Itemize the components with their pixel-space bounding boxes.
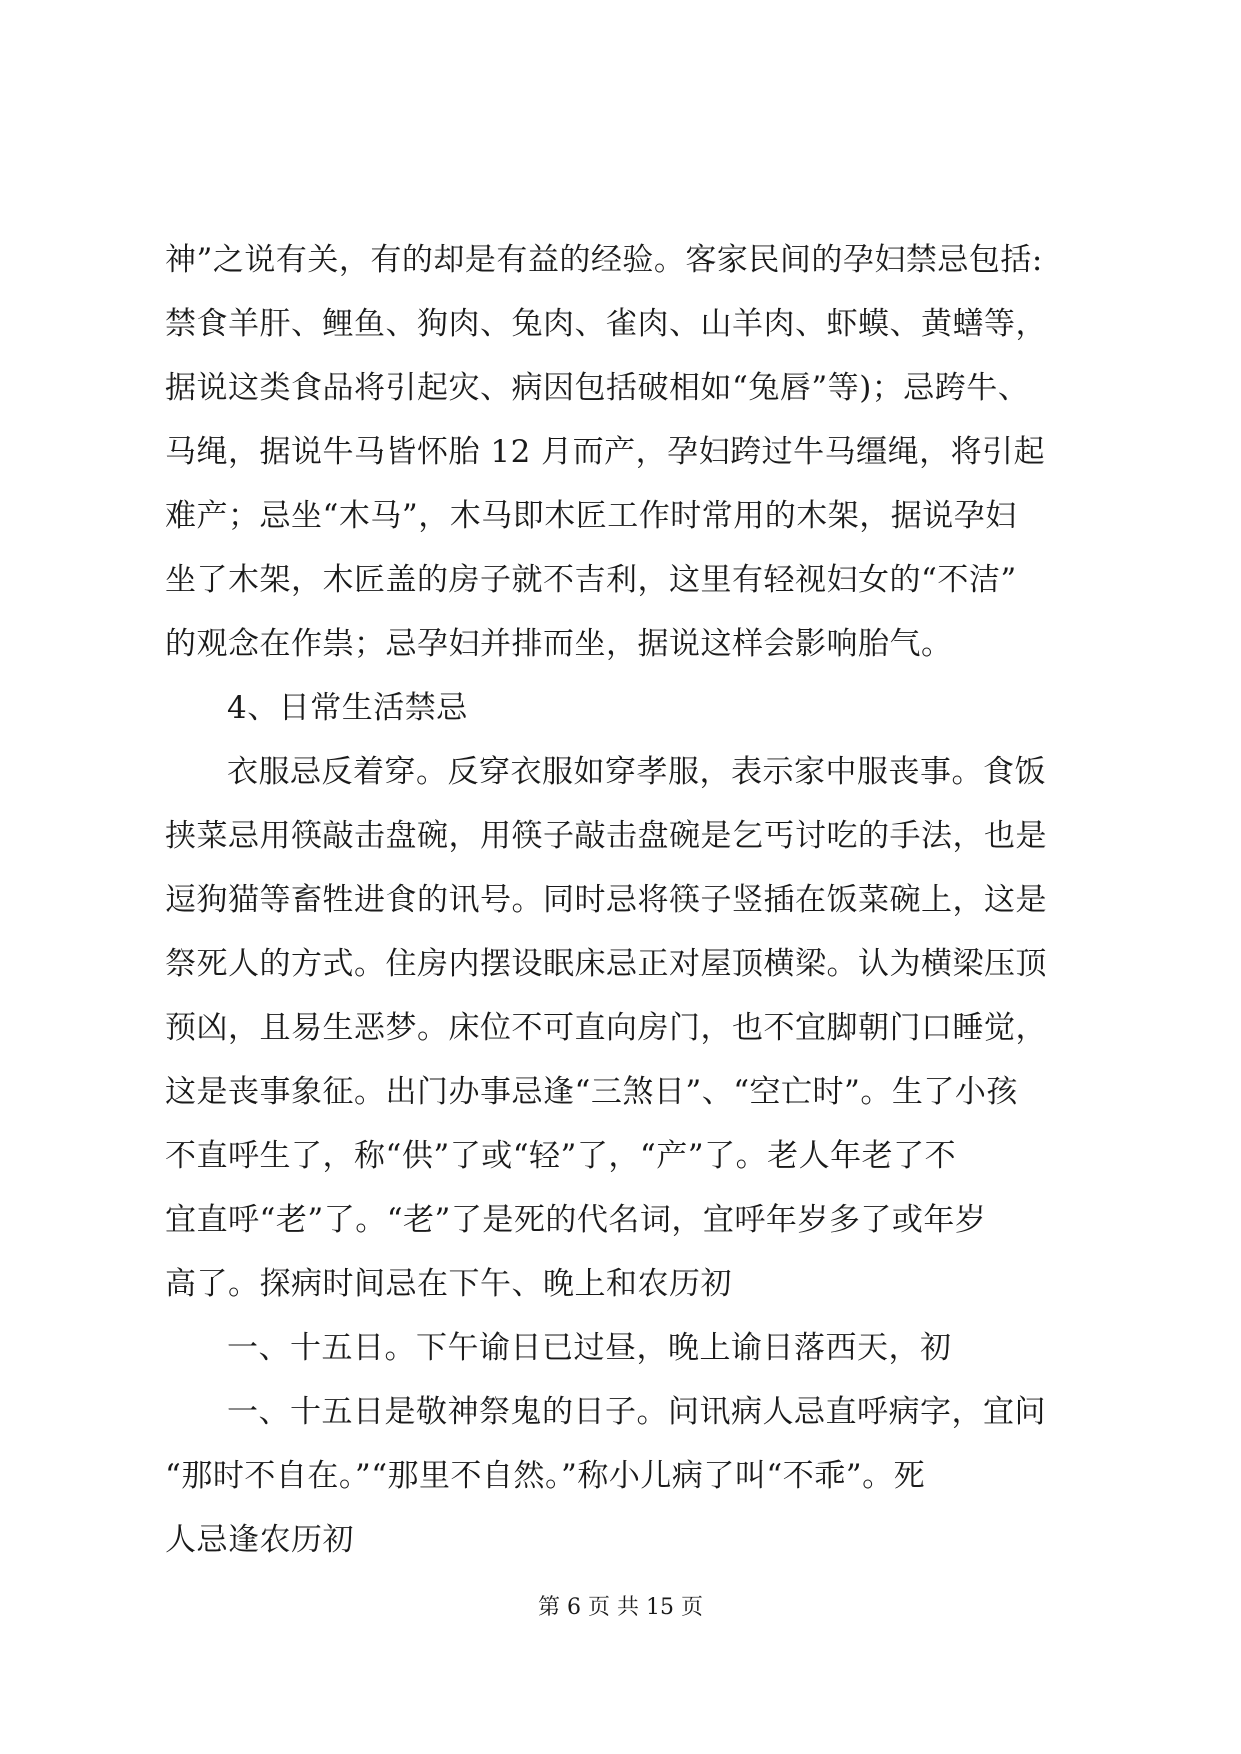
text-line: 逗狗猫等畜牲进食的讯号。同时忌将筷子竖插在饭菜碗上，这是 <box>165 882 1047 918</box>
text-line: 神”之说有关，有的却是有益的经验。客家民间的孕妇禁忌包括: <box>165 242 1043 278</box>
text-line: 衣服忌反着穿。反穿衣服如穿孝服，表示家中服丧事。食饭 <box>227 754 1046 790</box>
text-line: 这是丧事象征。出门办事忌逢“三煞日”、“空亡时”。生了小孩 <box>165 1074 1018 1110</box>
page-number-footer: 第 6 页 共 15 页 <box>538 1595 703 1620</box>
text-line: “那时不自在。”“那里不自然。”称小儿病了叫“不乖”。死 <box>165 1458 926 1494</box>
text-line: 的观念在作祟；忌孕妇并排而坐，据说这样会影响胎气。 <box>165 626 953 662</box>
text-line: 宜直呼“老”了。“老”了是死的代名词，宜呼年岁多了或年岁 <box>165 1202 987 1238</box>
text-line: 高了。探病时间忌在下午、晚上和农历初 <box>165 1266 732 1302</box>
text-line: 禁食羊肝、鲤鱼、狗肉、兔肉、雀肉、山羊肉、虾蟆、黄蟮等， <box>165 306 1047 342</box>
text-line: 据说这类食品将引起灾、病因包括破相如“兔唇”等)；忌跨牛、 <box>165 370 1030 406</box>
text-line: 预凶，且易生恶梦。床位不可直向房门，也不宜脚朝门口睡觉， <box>165 1010 1047 1046</box>
text-line: 难产；忌坐“木马”，木马即木匠工作时常用的木架，据说孕妇 <box>165 498 1017 534</box>
text-line: 祭死人的方式。住房内摆设眠床忌正对屋顶横梁。认为横梁压顶 <box>165 946 1047 982</box>
text-line: 挟菜忌用筷敲击盘碗，用筷子敲击盘碗是乞丐讨吃的手法，也是 <box>165 818 1047 854</box>
text-line: 一、十五日是敬神祭鬼的日子。问讯病人忌直呼病字，宜问 <box>227 1394 1046 1430</box>
text-line: 不直呼生了，称“供”了或“轻”了，“产”了。老人年老了不 <box>165 1138 957 1174</box>
section-heading: 4、日常生活禁忌 <box>227 690 468 726</box>
body-text <box>165 228 1100 1572</box>
text-line: 马绳，据说牛马皆怀胎 12 月而产，孕妇跨过牛马缰绳，将引起 <box>165 434 1046 470</box>
text-line: 坐了木架，木匠盖的房子就不吉利，这里有轻视妇女的“不洁” <box>165 562 1017 598</box>
text-line: 人忌逢农历初 <box>165 1522 354 1558</box>
text-line: 一、十五日。下午谕日已过昼，晚上谕日落西天，初 <box>227 1330 952 1366</box>
